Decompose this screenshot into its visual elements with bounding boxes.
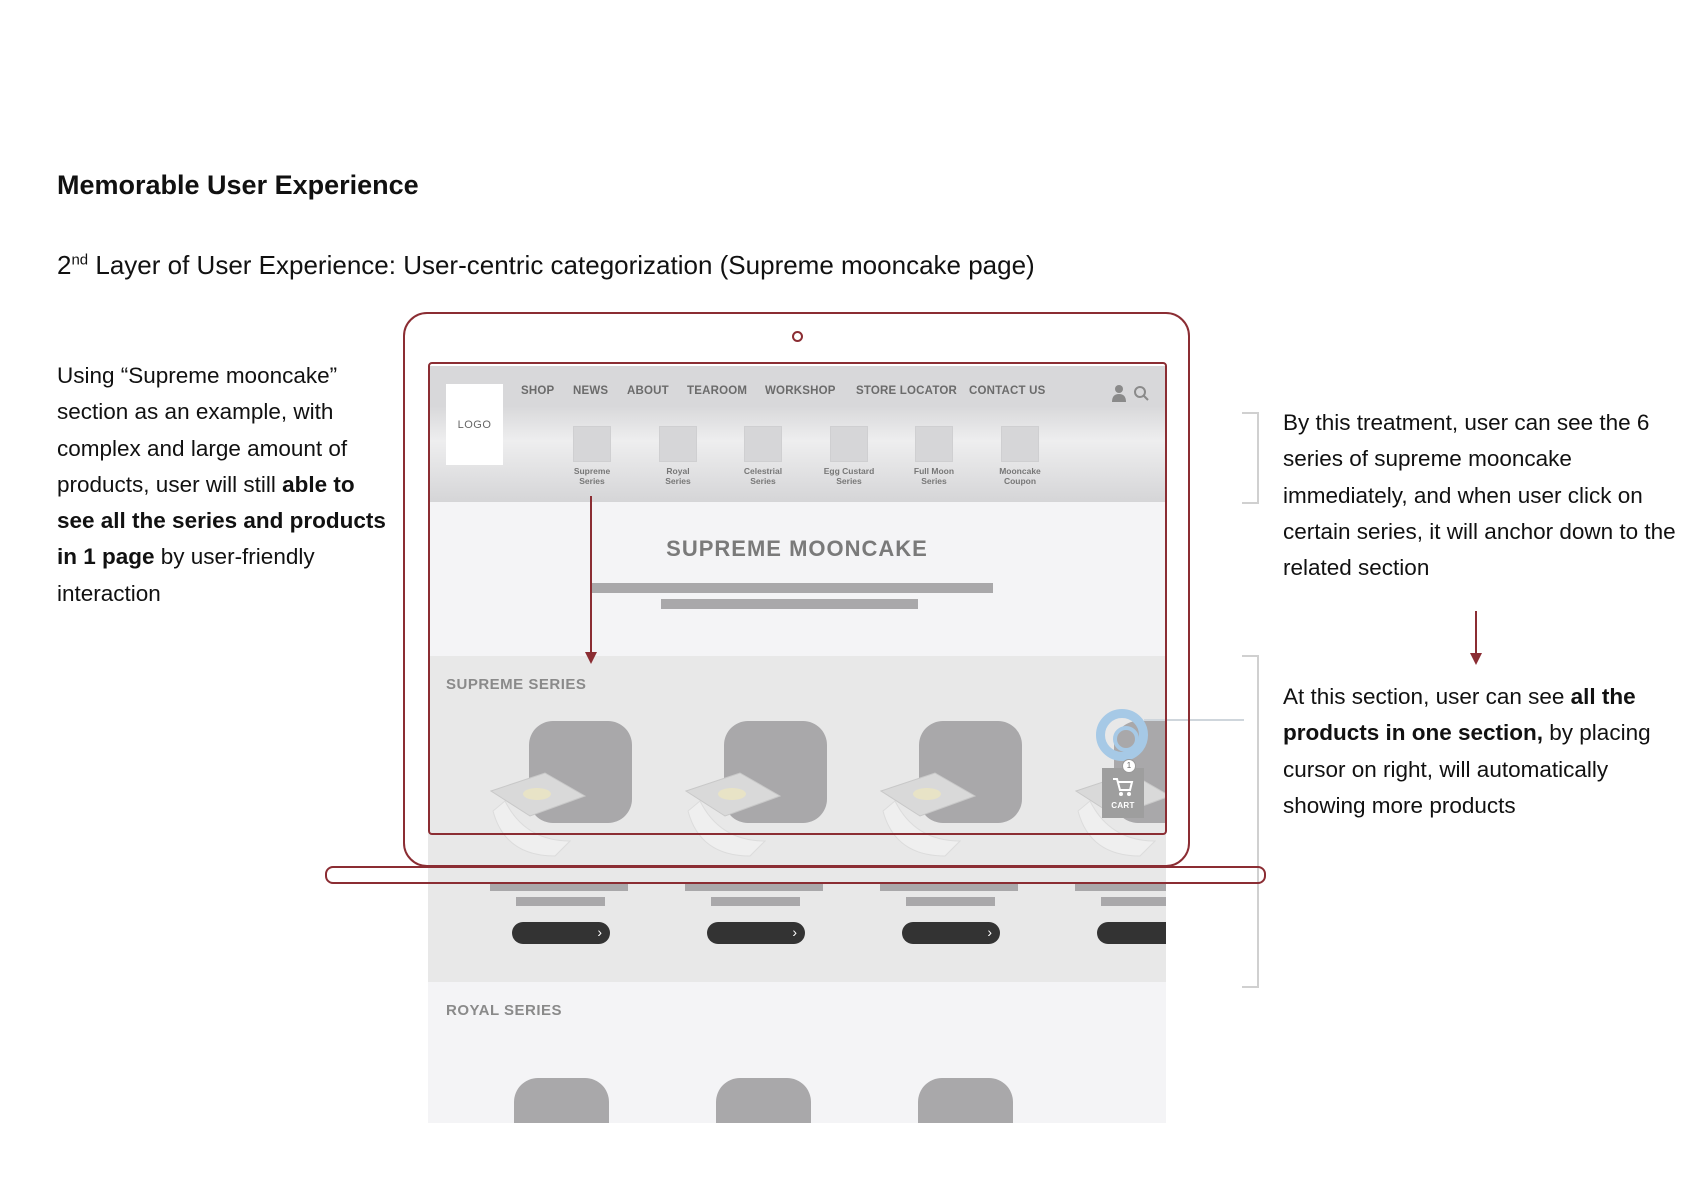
logo[interactable]: LOGO xyxy=(446,384,503,465)
product-button[interactable] xyxy=(1097,922,1166,944)
nav-contact-us[interactable]: CONTACT US xyxy=(969,385,1046,397)
product-button[interactable] xyxy=(902,922,1000,944)
product-image-placeholder[interactable] xyxy=(918,1078,1013,1123)
product-button[interactable] xyxy=(512,922,610,944)
nav-tearoom[interactable]: TEAROOM xyxy=(687,385,748,397)
left-annotation: Using “Supreme mooncake” section as an example, with complex and large amount of products, user will still able to see all the series and products in 1 page by user-friendly interaction xyxy=(57,363,386,606)
bracket-products xyxy=(1242,655,1259,988)
chevron-right-icon: › xyxy=(792,924,797,940)
section-title: SUPREME SERIES xyxy=(446,676,587,693)
category-label: Full Moon Series xyxy=(913,466,955,486)
text-placeholder-bar xyxy=(516,897,605,906)
page-subtitle: 2nd Layer of User Experience: User-centric categorization (Supreme mooncake page) xyxy=(57,250,1035,280)
section-title: ROYAL SERIES xyxy=(446,1002,563,1019)
laptop-screen-frame xyxy=(428,362,1167,835)
nav-about[interactable]: ABOUT xyxy=(627,385,669,397)
right-annotation-categories: By this treatment, user can see the 6 series of supreme mooncake immediately, and when user click on certain series, it will anchor down to the related section xyxy=(1283,410,1676,581)
chevron-right-icon: › xyxy=(987,924,992,940)
hero-title: SUPREME MOONCAKE xyxy=(666,536,928,561)
text-placeholder-bar xyxy=(906,897,995,906)
chevron-right-icon: › xyxy=(597,924,602,940)
cart-label: CART xyxy=(1111,801,1135,810)
product-button[interactable] xyxy=(707,922,805,944)
category-label: Mooncake Coupon xyxy=(999,466,1041,486)
camera-icon xyxy=(792,331,803,342)
category-label: Egg Custard Series xyxy=(823,466,875,486)
text-placeholder-bar xyxy=(711,897,800,906)
bracket-categories xyxy=(1242,412,1259,504)
laptop-base xyxy=(325,866,1266,884)
page-title: Memorable User Experience xyxy=(57,170,419,200)
product-image-placeholder[interactable] xyxy=(716,1078,811,1123)
notes-arrow-head xyxy=(1470,653,1482,665)
category-label: Supreme Series xyxy=(573,466,611,486)
category-label: Celestrial Series xyxy=(743,466,783,486)
right-annotation-products: At this section, user can see all the products in one section, by placing cursor on right, will automatically showing more products xyxy=(1283,684,1651,818)
category-label: Royal Series xyxy=(665,466,691,486)
text-placeholder-bar xyxy=(1101,897,1166,906)
nav-workshop[interactable]: WORKSHOP xyxy=(765,385,836,397)
nav-store-locator[interactable]: STORE LOCATOR xyxy=(856,385,957,397)
cart-count-badge: 1 xyxy=(1122,759,1136,773)
nav-shop[interactable]: SHOP xyxy=(521,385,555,397)
notes-arrow-line xyxy=(1475,611,1477,655)
product-image-placeholder[interactable] xyxy=(514,1078,609,1123)
nav-news[interactable]: NEWS xyxy=(573,385,609,397)
royal-series-section xyxy=(428,982,1166,1123)
